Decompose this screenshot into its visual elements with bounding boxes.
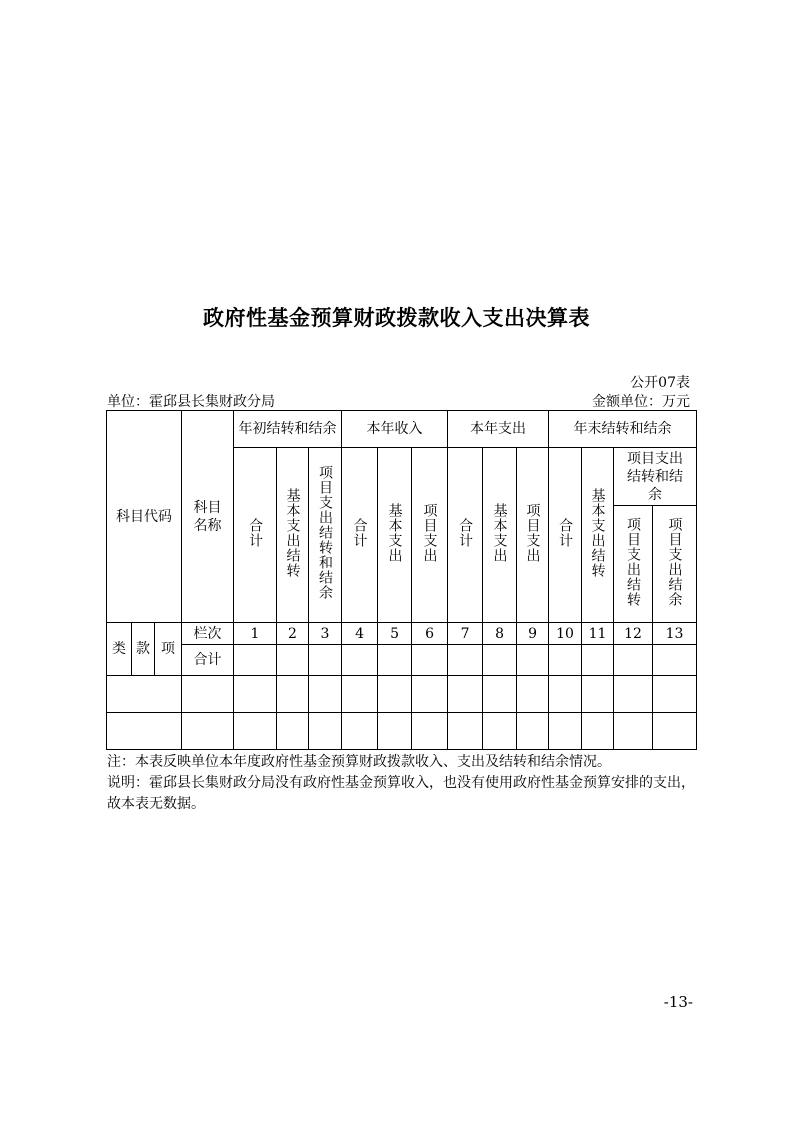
column-number: 5 [378,623,412,645]
table-cell [277,645,309,676]
table-cell [582,676,614,713]
closing-basic-header: 基本支出结转 [582,448,614,623]
table-cell [182,676,234,713]
table-cell [234,645,277,676]
table-cell [549,713,582,750]
table-cell [582,645,614,676]
table-cell [483,645,517,676]
page-title: 政府性基金预算财政拨款收入支出决算表 [203,306,590,330]
table-cell [234,676,277,713]
budget-table [106,410,697,750]
column-number: 3 [309,623,342,645]
table-cell [277,713,309,750]
table-cell [653,676,697,713]
column-number: 13 [653,623,697,645]
form-number: 公开07表 [630,375,690,391]
column-number: 11 [582,623,614,645]
table-cell [614,676,653,713]
subject-name-header: 科目名称 [182,411,234,623]
table-note: 注：本表反映单位本年度政府性基金预算财政拨款收入、支出及结转和结余情况。 [107,754,611,770]
table-cell [378,645,412,676]
table-cell [582,713,614,750]
income-header: 本年收入 [342,411,448,448]
table-row [107,713,697,750]
closing-project-carry-header: 项目支出结转 [614,506,653,623]
table-cell [517,713,549,750]
closing-total-header: 合计 [549,448,582,623]
table-cell [412,645,448,676]
table-cell [483,713,517,750]
closing-balance-header: 年末结转和结余 [549,411,697,448]
table-cell [614,713,653,750]
opening-basic-header: 基本支出结转 [277,448,309,623]
code-section-header: 款 [132,623,155,676]
column-number: 9 [517,623,549,645]
table-cell [378,713,412,750]
subject-code-header: 科目代码 [107,411,182,623]
column-number: 4 [342,623,378,645]
table-cell [234,713,277,750]
table-cell [309,713,342,750]
table-cell [549,645,582,676]
table-cell [517,645,549,676]
table-explanation: 说明：霍邱县长集财政分局没有政府性基金预算收入，也没有使用政府性基金预算安排的支出，故本表无数据。 [107,775,695,812]
table-cell [448,676,483,713]
total-row-label: 合计 [182,645,234,676]
table-cell [309,645,342,676]
opening-project-header: 项目支出结转和结余 [309,448,342,623]
opening-total-header: 合计 [234,448,277,623]
table-cell [412,676,448,713]
table-cell [412,713,448,750]
table-cell [448,713,483,750]
table-cell [549,676,582,713]
column-number: 6 [412,623,448,645]
table-cell [107,676,182,713]
expense-header: 本年支出 [448,411,549,448]
column-number: 8 [483,623,517,645]
table-cell [448,645,483,676]
income-total-header: 合计 [342,448,378,623]
table-cell [614,645,653,676]
expense-total-header: 合计 [448,448,483,623]
column-number: 7 [448,623,483,645]
income-project-header: 项目支出 [412,448,448,623]
column-number: 1 [234,623,277,645]
table-cell [517,676,549,713]
table-row [107,645,697,676]
table-cell [277,676,309,713]
code-class-header: 类 [107,623,132,676]
income-basic-header: 基本支出 [378,448,412,623]
table-cell [309,676,342,713]
table-cell [653,713,697,750]
table-row [107,676,697,713]
closing-project-group-header: 项目支出结转和结余 [614,448,697,506]
column-number: 12 [614,623,653,645]
opening-balance-header: 年初结转和结余 [234,411,342,448]
expense-project-header: 项目支出 [517,448,549,623]
code-item-header: 项 [155,623,182,676]
column-number: 10 [549,623,582,645]
page-number: -13- [663,993,693,1011]
table-cell [378,676,412,713]
table-cell [653,645,697,676]
table-cell [182,713,234,750]
column-index-label: 栏次 [182,623,234,645]
table-cell [107,713,182,750]
table-cell [342,676,378,713]
table-cell [342,645,378,676]
table-cell [342,713,378,750]
money-unit: 金额单位：万元 [592,394,690,410]
column-number: 2 [277,623,309,645]
expense-basic-header: 基本支出 [483,448,517,623]
closing-project-surplus-header: 项目支出结余 [653,506,697,623]
table-cell [483,676,517,713]
reporting-unit: 单位：霍邱县长集财政分局 [107,394,275,410]
